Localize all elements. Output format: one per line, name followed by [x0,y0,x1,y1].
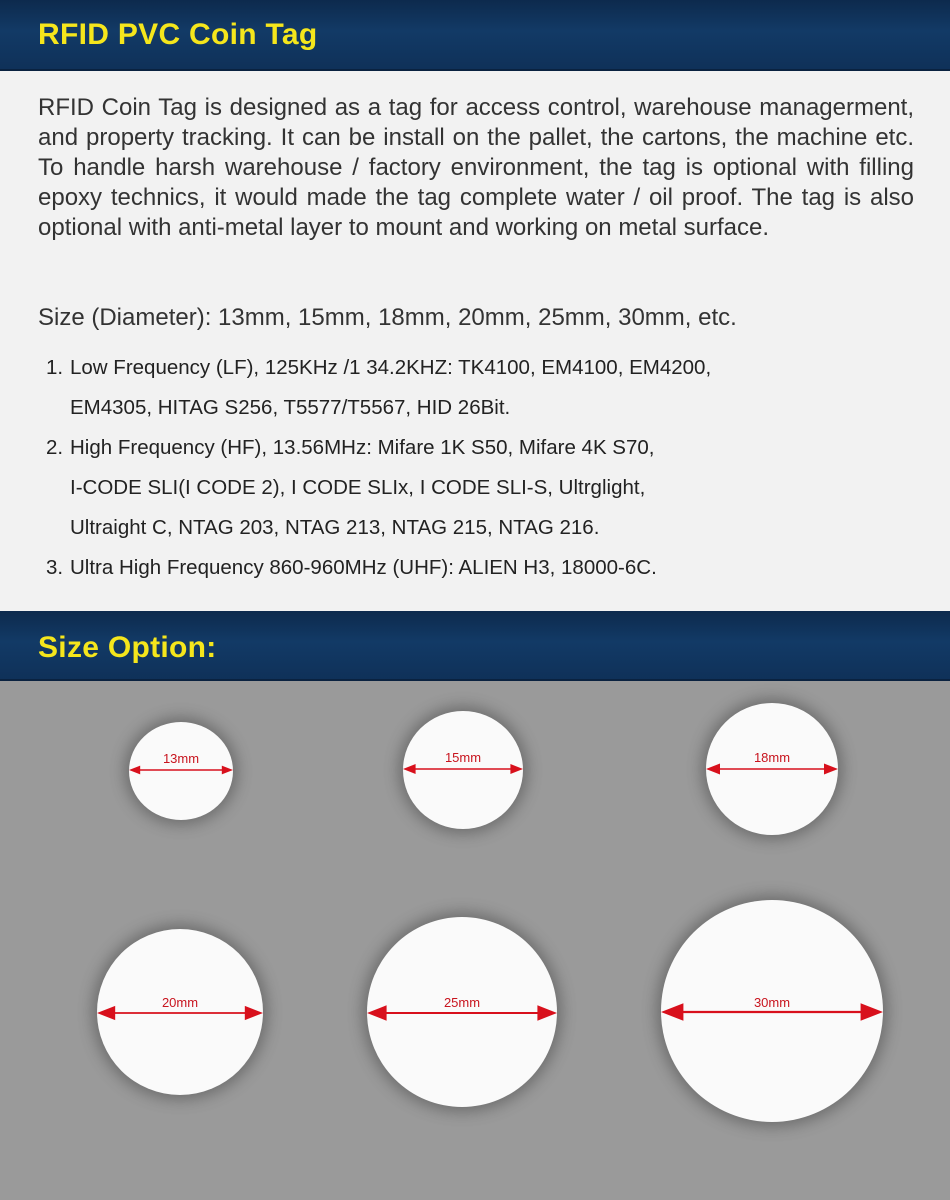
coin-15mm [403,711,523,829]
coin-18mm [706,703,838,835]
diameter-label: 13mm [162,751,200,766]
coin-20mm [97,929,263,1095]
size-option-panel [0,681,950,1200]
list-item-number: 3. [46,556,64,579]
list-item-line: I-CODE SLI(I CODE 2), I CODE SLIx, I CODE SLI-S, Ultrglight, [70,476,646,499]
list-item [46,548,926,588]
coin-25mm [367,917,557,1107]
diameter-label: 20mm [161,995,199,1010]
coin-30mm [661,900,883,1122]
product-description: RFID Coin Tag is designed as a tag for access control, warehouse managerment, and property tracking. It can be install on the pallet, the cartons, the machine etc. To handle harsh warehouse / factory environment, the tag is optional with filling epoxy technics, it would made the tag complete water / oil proof. The tag is also optional with anti-metal layer to mount and working on metal surface. [38,94,914,241]
list-item-number: 2. [46,436,64,459]
list-item-line: High Frequency (HF), 13.56MHz: Mifare 1K S50, Mifare 4K S70, [70,436,655,459]
list-item [46,428,926,548]
list-item-line: EM4305, HITAG S256, T5577/T5567, HID 26Bit. [70,396,511,419]
diameter-arrow-icon [129,722,233,820]
frequency-list [46,348,926,588]
list-item-number: 1. [46,356,64,379]
diameter-arrow-icon [661,900,883,1122]
list-item-line: Ultra High Frequency 860-960MHz (UHF): ALIEN H3, 18000-6C. [70,556,657,579]
list-item-line: Low Frequency (LF), 125KHz /1 34.2KHZ: TK4100, EM4100, EM4200, [70,356,712,379]
list-item-line: Ultraight C, NTAG 203, NTAG 213, NTAG 215, NTAG 216. [70,516,600,539]
title-banner [0,0,950,71]
diameter-arrow-icon [367,917,557,1107]
diameter-arrow-icon [706,703,838,835]
page-title: RFID PVC Coin Tag [38,18,318,51]
size-option-banner [0,611,950,681]
coin-13mm [129,722,233,820]
diameter-arrow-icon [97,929,263,1095]
diameter-label: 25mm [443,995,481,1010]
size-diameter-line: Size (Diameter): 13mm, 15mm, 18mm, 20mm, 25mm, 30mm, etc. [38,304,737,331]
list-item [46,348,926,428]
section-title: Size Option: [38,631,217,664]
diameter-label: 18mm [753,750,791,765]
diameter-label: 30mm [753,995,791,1010]
diameter-label: 15mm [444,750,482,765]
diameter-arrow-icon [403,711,523,829]
